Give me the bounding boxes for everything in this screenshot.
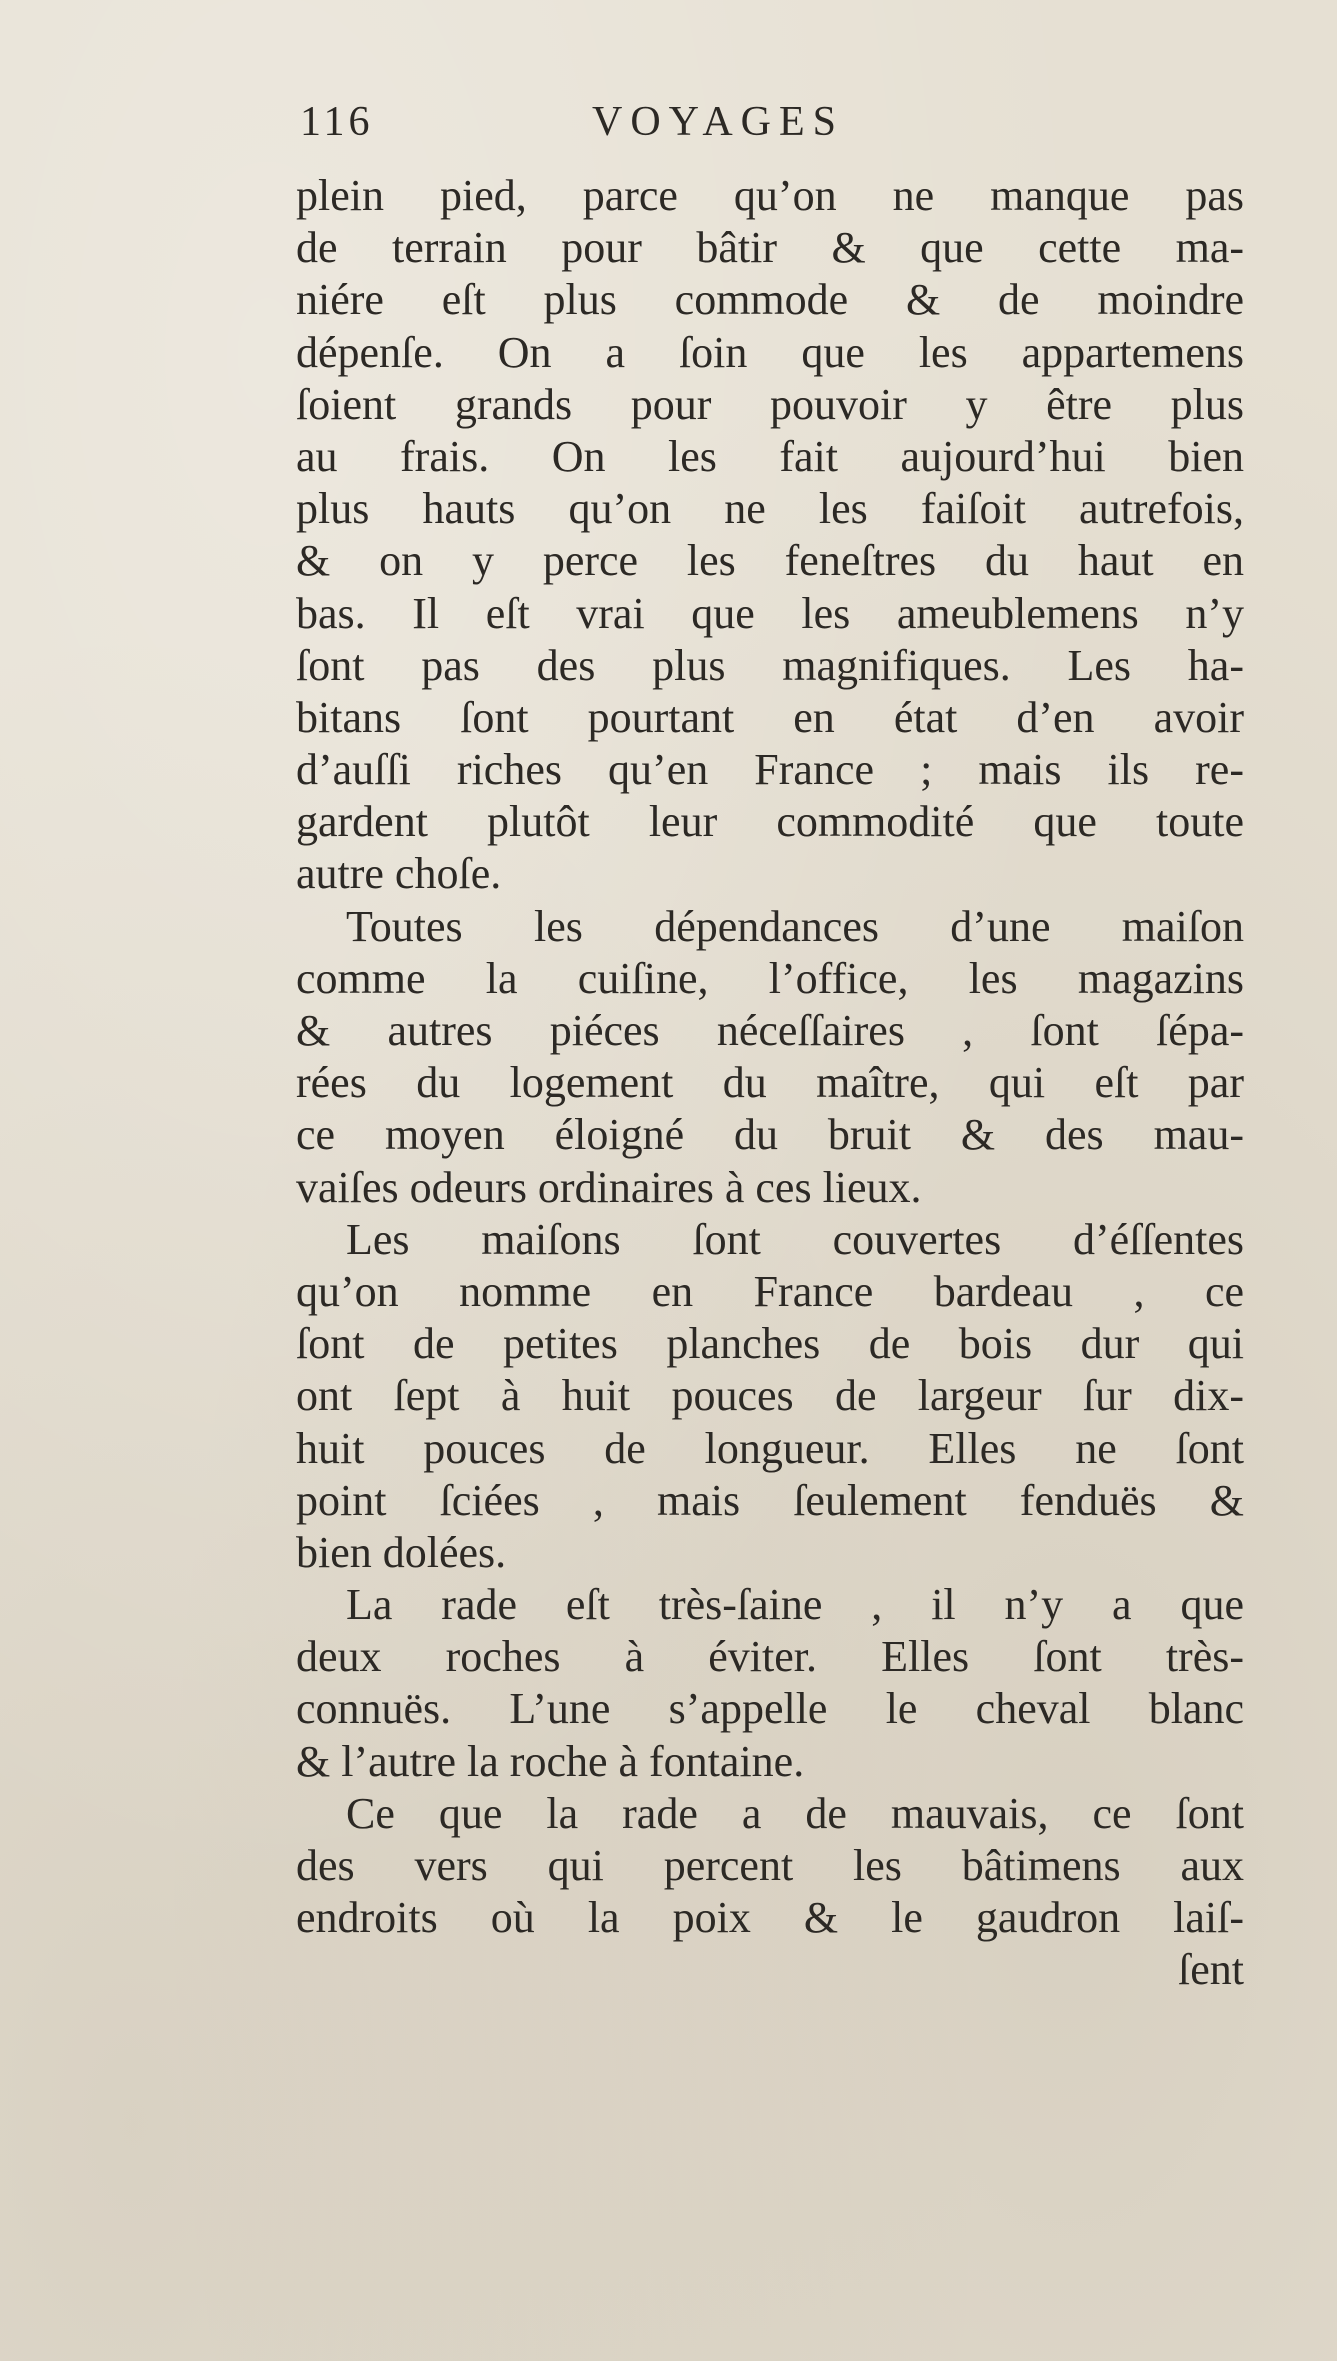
page-number: 116 [300,99,374,145]
text-line: ce moyen éloigné du bruit & des mau- [296,1110,1244,1160]
text-line: niére eſt plus commode & de moindre [296,275,1244,325]
text-line: vaiſes odeurs ordinaires à ces lieux. [296,1162,922,1212]
text-line: plein pied, parce qu’on ne manque pas [296,171,1244,220]
text-line: & autres piéces néceſſaires , ſont ſépa- [296,1006,1244,1055]
text-line: ſoient grands pour pouvoir y être plus [296,379,1244,429]
text-line: d’auſſi riches qu’en France ; mais ils re- [296,745,1244,795]
text-line: deux roches à éviter. Elles ſont très- [296,1632,1244,1682]
body-text [296,170,1244,1997]
text-line: plus hauts qu’on ne les faiſoit autrefois, [296,484,1244,534]
text-line: bitans ſont pourtant en état d’en avoir [296,692,1244,742]
text-line: autre choſe. [296,849,502,899]
text-line: gardent plutôt leur commodité que toute [296,797,1244,847]
running-head [300,98,1000,158]
text-line: Ce que la rade a de mauvais, ce ſont [346,1788,1244,1838]
text-line: ont ſept à huit pouces de largeur ſur dix- [296,1371,1244,1421]
text-line: La rade eſt très-ſaine , il n’y a que [346,1580,1244,1630]
text-line: endroits où la poix & le gaudron laiſ- [296,1893,1244,1943]
catchword: ſent [1178,1945,1244,1995]
text-line: dépenſe. On a ſoin que les appartemens [296,327,1244,377]
text-line: Les maiſons ſont couvertes d’éſſentes [346,1214,1244,1264]
text-line: connuës. L’une s’appelle le cheval blanc [296,1684,1244,1734]
text-line: Toutes les dépendances d’une maiſon [346,901,1244,951]
text-line: rées du logement du maître, qui eſt par [296,1058,1244,1108]
text-line: ſont de petites planches de bois dur qui [296,1319,1244,1369]
text-line: bas. Il eſt vrai que les ameublemens n’y [296,588,1244,638]
text-line: de terrain pour bâtir & que cette ma- [296,223,1244,273]
text-line: bien dolées. [296,1527,507,1577]
text-line: & on y perce les feneſtres du haut en [296,536,1244,586]
text-line: huit pouces de longueur. Elles ne ſont [296,1423,1244,1473]
text-line: & l’autre la roche à fontaine. [296,1736,805,1786]
text-line: des vers qui percent les bâtimens aux [296,1841,1244,1890]
text-line: point ſciées , mais ſeulement fenduës & [296,1475,1244,1525]
text-line: comme la cuiſine, l’office, les magazins [296,953,1244,1003]
text-line: ſont pas des plus magnifiques. Les ha- [296,640,1244,690]
text-line: au frais. On les fait aujourd’hui bien [296,431,1244,481]
running-title: VOYAGES [592,99,845,145]
text-line: qu’on nomme en France bardeau , ce [296,1266,1244,1316]
